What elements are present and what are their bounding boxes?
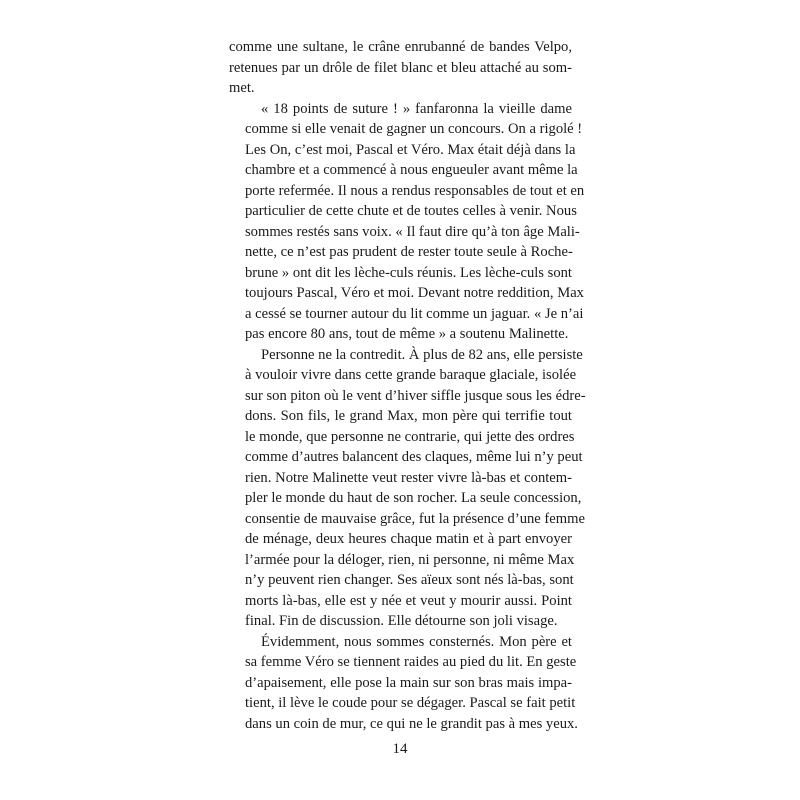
text-line: l’armée pour la déloger, rien, ni personne, ni même Max: [245, 551, 575, 568]
text-line: « 18 points de suture ! » fanfaronna la vieille dame: [261, 100, 572, 117]
text-line: d’apaisement, elle pose la main sur son bras mais impa-: [245, 674, 572, 691]
text-line: pas encore 80 ans, tout de même » a soutenu Malinette.: [245, 326, 569, 342]
text-line: nette, ce n’est pas prudent de rester toute seule à Roche-: [245, 244, 573, 260]
text-line: dans un coin de mur, ce qui ne le grandit pas à mes yeux.: [245, 715, 578, 732]
page-body: [229, 37, 586, 734]
text-line: sommes restés sans voix. « Il faut dire qu’à ton âge Mali-: [245, 223, 580, 240]
text-line: pler le monde du haut de son rocher. La seule concession,: [245, 490, 582, 506]
paragraph: [229, 632, 578, 735]
text-line: met.: [229, 80, 255, 96]
text-line: chambre et a commencé à nous engueuler avant même la: [245, 162, 578, 178]
text-line: à vouloir vivre dans cette grande baraque glaciale, isolée: [245, 367, 577, 383]
text-line: retenues par un drôle de filet blanc et bleu attaché au som-: [229, 59, 572, 76]
text-line: morts là-bas, elle est y née et veut y mourir aussi. Point: [245, 592, 572, 609]
text-line: de ménage, deux heures chaque matin et à part envoyer: [245, 531, 572, 547]
text-line: tient, il lève le coude pour se dégager. Pascal se fait petit: [245, 695, 576, 711]
page-number: 14: [392, 741, 408, 757]
text-line: dons. Son fils, le grand Max, mon père qui terrifie tout: [245, 408, 572, 424]
text-line: comme d’autres balancent des claques, même lui n’y peut: [245, 449, 583, 465]
text-line: particulier de cette chute et de toutes celles à venir. Nous: [245, 203, 577, 219]
text-line: le monde, que personne ne contrarie, qui jette des ordres: [245, 428, 575, 445]
text-line: Personne ne la contredit. À plus de 82 ans, elle persiste: [261, 346, 583, 363]
paragraph: [229, 99, 585, 345]
text-line: sur son piton où le vent d’hiver siffle jusque sous les édre-: [245, 387, 586, 404]
text-line: toujours Pascal, Véro et moi. Devant notre reddition, Max: [245, 285, 584, 301]
text-line: rien. Notre Malinette veut rester vivre là-bas et contem-: [245, 469, 572, 486]
text-line: Évidemment, nous sommes consternés. Mon père et: [261, 633, 572, 650]
text-line: consentie de mauvaise grâce, fut la présence d’une femme: [245, 510, 585, 527]
text-line: final. Fin de discussion. Elle détourne son joli visage.: [245, 613, 558, 629]
text-line: brune » ont dit les lèche-culs réunis. Les lèche-culs sont: [245, 264, 572, 281]
paragraph: [229, 345, 586, 632]
text-line: sa femme Véro se tiennent raides au pied du lit. En geste: [245, 654, 577, 670]
text-line: Les On, c’est moi, Pascal et Véro. Max était déjà dans la: [245, 141, 576, 158]
text-line: n’y peuvent rien changer. Ses aïeux sont nés là-bas, sont: [245, 572, 574, 588]
text-line: comme une sultane, le crâne enrubanné de bandes Velpo,: [229, 39, 572, 55]
text-line: porte refermée. Il nous a rendus responsables de tout et en: [245, 182, 585, 199]
paragraph: [229, 37, 572, 99]
text-line: comme si elle venait de gagner un concours. On a rigolé !: [245, 121, 583, 137]
text-line: a cessé se tourner autour du lit comme un jaguar. « Je n’ai: [245, 305, 584, 322]
